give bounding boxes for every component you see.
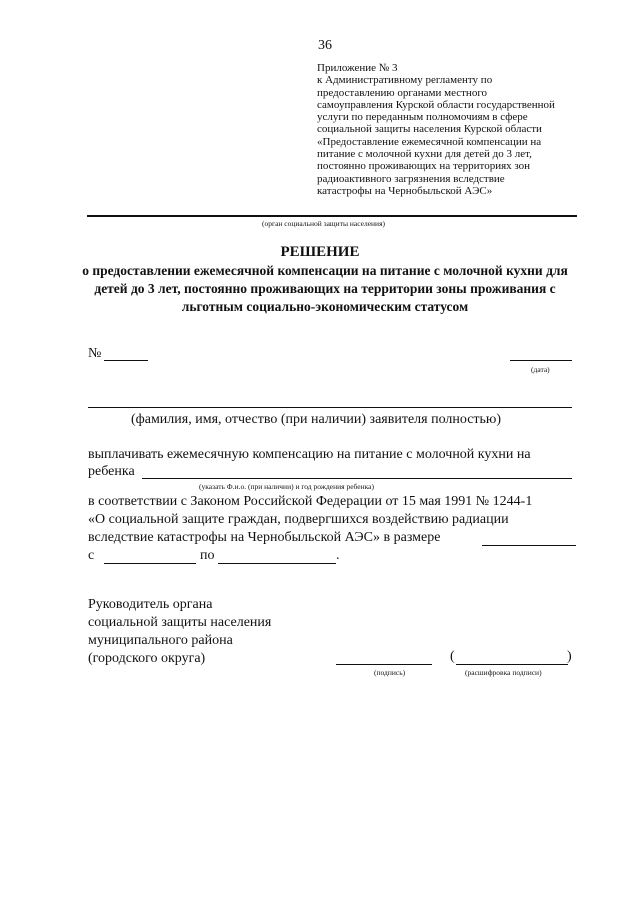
body-line-2: ребенка (88, 464, 135, 479)
from-label: с (88, 548, 95, 563)
signature-line-3: муниципального района (88, 633, 233, 648)
child-caption: (указать Ф.и.о. (при наличии) и год рождения ребенка) (199, 482, 374, 491)
to-label: по (200, 548, 215, 563)
appendix-line: предоставлению органами местного (317, 86, 488, 99)
appendix-line: Приложение № 3 (317, 62, 398, 74)
appendix-line: к Административному регламенту по (317, 74, 493, 87)
from-date-line (104, 563, 196, 564)
applicant-line (88, 407, 572, 408)
decoding-line (456, 664, 568, 665)
appendix-line: питание с молочной кухни для детей до 3 лет, (317, 148, 532, 161)
signature-line-4: (городского округа) (88, 651, 206, 666)
end-dot: . (336, 548, 340, 563)
organ-caption: (орган социальной защиты населения) (262, 219, 386, 228)
sign-caption: (подпись) (374, 668, 406, 677)
paren-open: ( (450, 649, 455, 664)
body-line-4: «О социальной защите граждан, подвергшихся воздействию радиации (88, 512, 509, 527)
page-number: 36 (318, 38, 332, 53)
appendix-line: катастрофы на Чернобыльской АЭС» (317, 184, 493, 197)
organ-line (87, 215, 577, 217)
decoding-caption: (расшифровка подписи) (465, 668, 542, 677)
appendix-line: «Предоставление ежемесячной компенсации на (317, 135, 542, 148)
child-line (142, 478, 572, 479)
applicant-caption: (фамилия, имя, отчество (при наличии) заявителя полностью) (131, 412, 502, 427)
appendix-line: радиоактивного загрязнения вследствие (317, 172, 505, 185)
signature-line-1: Руководитель органа (88, 597, 213, 612)
paren-close: ) (567, 649, 572, 664)
sign-line (336, 664, 432, 665)
document-title: РЕШЕНИЕ (280, 244, 360, 260)
document-subtitle: о предоставлении ежемесячной компенсации на питание с молочной кухни для детей до 3 лет, постоянно проживающих на территории зоны проживания с льготным социально-экономическим статусом (82, 263, 568, 314)
number-line (104, 360, 148, 361)
date-line (510, 360, 572, 361)
appendix-line: самоуправления Курской области государственной (317, 98, 555, 111)
appendix-line: социальной защиты населения Курской области (317, 123, 542, 136)
number-label: № (88, 346, 102, 361)
appendix-line: услуги по переданным полномочиям в сфере (317, 111, 528, 124)
body-line-1: выплачивать ежемесячную компенсацию на питание с молочной кухни на (88, 447, 531, 462)
body-line-5: вследствие катастрофы на Чернобыльской АЭС» в размере (88, 530, 441, 545)
amount-line (482, 545, 576, 546)
to-date-line (218, 563, 336, 564)
body-line-3: в соответствии с Законом Российской Федерации от 15 мая 1991 № 1244-1 (88, 494, 533, 509)
appendix-block (317, 62, 555, 197)
date-caption: (дата) (531, 365, 550, 374)
signature-line-2: социальной защиты населения (88, 615, 272, 630)
appendix-line: постоянно проживающих на территориях зон (317, 160, 531, 173)
